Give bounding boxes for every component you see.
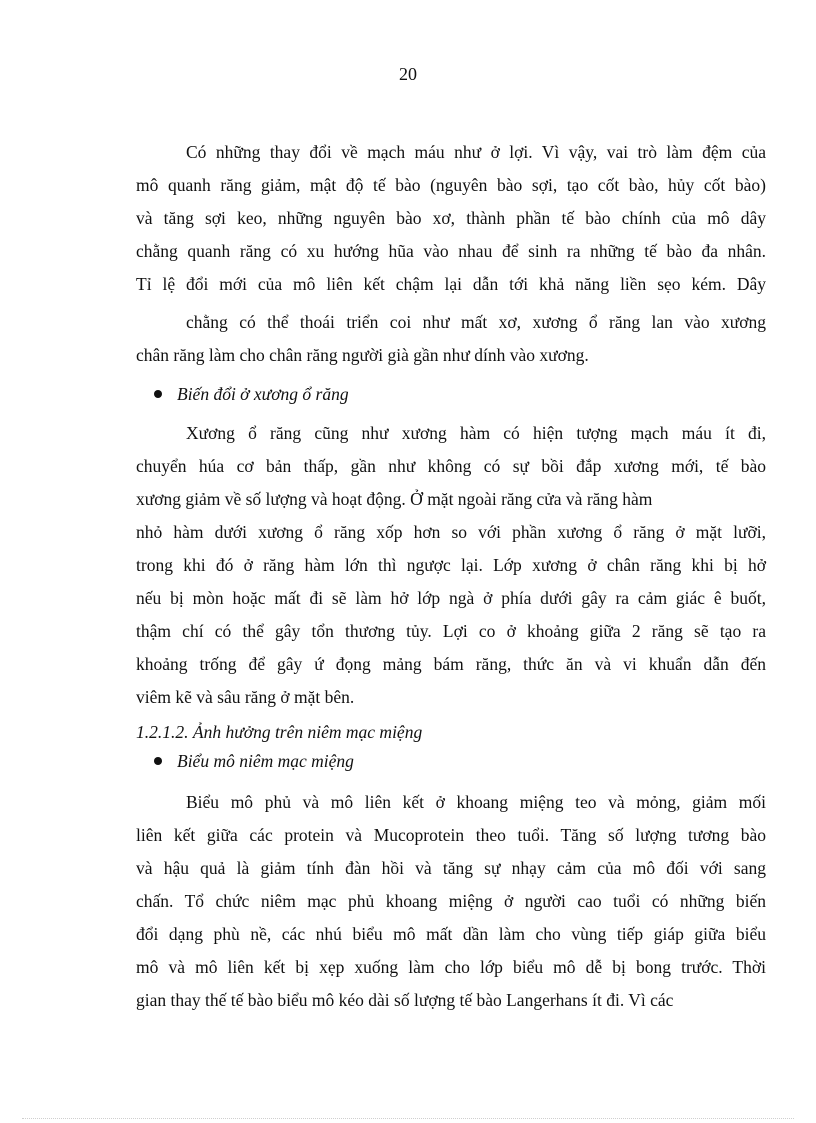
paragraph-line: mô và mô liên kết bị xẹp xuống làm cho lớp biểu mô dễ bị bong trước. Thời bbox=[136, 957, 766, 977]
paragraph-line: chằng có thể thoái triển coi như mất xơ, xương ổ răng lan vào xương bbox=[186, 312, 766, 332]
paragraph-line: và hậu quả là giảm tính đàn hồi và tăng sự nhạy cảm của mô đối với sang bbox=[136, 858, 766, 878]
bullet-icon bbox=[154, 757, 162, 765]
bullet-icon bbox=[154, 390, 162, 398]
paragraph-line: trong khi đó ở răng hàm lớn thì ngược lại. Lớp xương ở chân răng khi bị hở bbox=[136, 555, 766, 575]
section-heading: 1.2.1.2. Ảnh hưởng trên niêm mạc miệng bbox=[136, 722, 423, 742]
paragraph-line: khoảng trống để gây ứ đọng mảng bám răng, thức ăn và vi khuẩn dẫn đến bbox=[136, 654, 766, 674]
bullet-label: Biến đổi ở xương ổ răng bbox=[177, 384, 349, 404]
bullet-item bbox=[154, 749, 354, 773]
page-number: 20 bbox=[399, 64, 417, 84]
paragraph-line: chân răng làm cho chân răng người già gần như dính vào xương. bbox=[136, 345, 589, 365]
paragraph-line: nhỏ hàm dưới xương ổ răng xốp hơn so với phần xương ổ răng ở mặt lưỡi, bbox=[136, 522, 766, 542]
bullet-label: Biểu mô niêm mạc miệng bbox=[177, 751, 354, 771]
bullet-item bbox=[154, 382, 349, 406]
paragraph-line: nếu bị mòn hoặc mất đi sẽ làm hở lớp ngà ở phía dưới gây ra cảm giác ê buốt, bbox=[136, 588, 766, 608]
paragraph-line: chằng quanh răng có xu hướng hũa vào nhau để sinh ra những tế bào đa nhân. bbox=[136, 241, 766, 261]
page-bottom-divider bbox=[22, 1118, 794, 1119]
paragraph-line: xương giảm về số lượng và hoạt động. Ở mặt ngoài răng cửa và răng hàm bbox=[136, 489, 653, 509]
paragraph-line: Tỉ lệ đổi mới của mô liên kết chậm lại dẫn tới khả năng liền sẹo kém. Dây bbox=[136, 274, 766, 294]
paragraph-line: Biểu mô phủ và mô liên kết ở khoang miệng teo và mỏng, giảm mối bbox=[186, 792, 766, 812]
paragraph-line: Xương ổ răng cũng như xương hàm có hiện tượng mạch máu ít đi, bbox=[186, 423, 766, 443]
paragraph-line: đổi dạng phù nề, các nhú biểu mô mất dần làm cho vùng tiếp giáp giữa biểu bbox=[136, 924, 766, 944]
paragraph-line: gian thay thế tế bào biểu mô kéo dài số lượng tế bào Langerhans ít đi. Vì các bbox=[136, 990, 674, 1010]
paragraph-line: chuyển húa cơ bản thấp, gần như không có sự bồi đắp xương mới, tế bào bbox=[136, 456, 766, 476]
paragraph-line: Có những thay đổi về mạch máu như ở lợi. Vì vậy, vai trò làm đệm của bbox=[186, 142, 766, 162]
paragraph-line: mô quanh răng giảm, mật độ tế bào (nguyên bào sợi, tạo cốt bào, hủy cốt bào) bbox=[136, 175, 766, 195]
paragraph-line: thậm chí có thể gây tổn thương tủy. Lợi co ở khoảng giữa 2 răng sẽ tạo ra bbox=[136, 621, 766, 641]
paragraph-line: liên kết giữa các protein và Mucoprotein theo tuổi. Tăng số lượng tương bào bbox=[136, 825, 766, 845]
paragraph-line: chấn. Tổ chức niêm mạc phủ khoang miệng ở người cao tuổi có những biến bbox=[136, 891, 766, 911]
paragraph-line: và tăng sợi keo, những nguyên bào xơ, thành phần tế bào chính của mô dây bbox=[136, 208, 766, 228]
paragraph-line: viêm kẽ và sâu răng ở mặt bên. bbox=[136, 687, 355, 707]
